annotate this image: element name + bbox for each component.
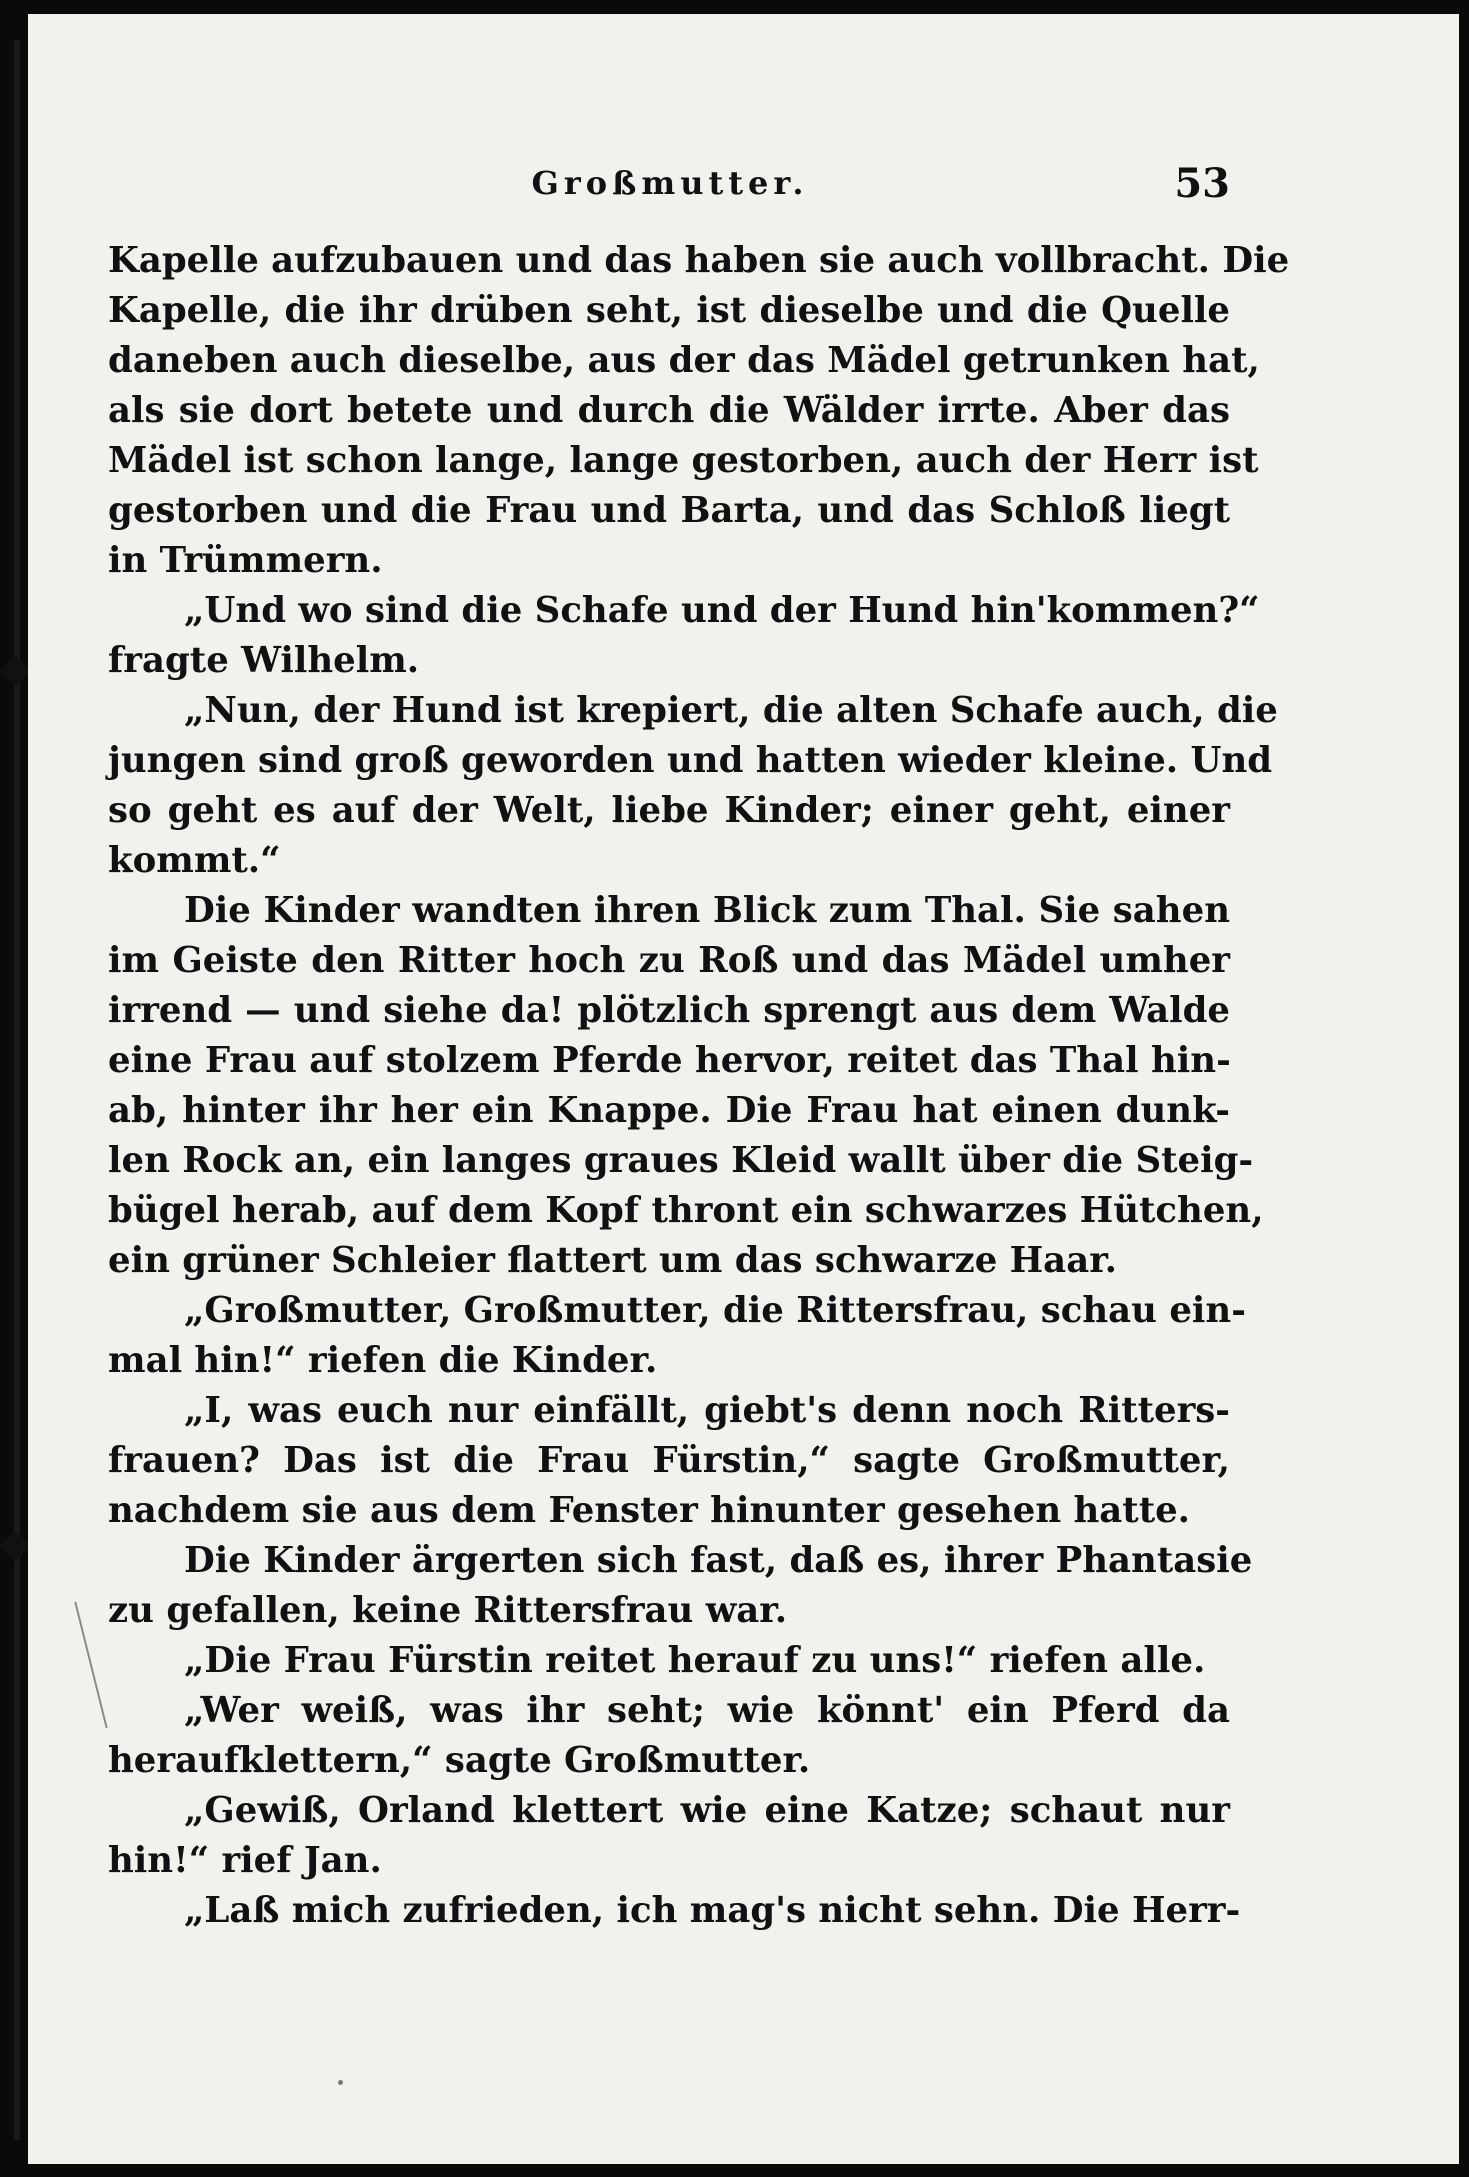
text-line: ab, hinter ihr her ein Knappe. Die Frau hat einen dunk- xyxy=(108,1090,1230,1131)
paragraph xyxy=(108,1536,1253,1636)
text-line: mal hin!“ riefen die Kinder. xyxy=(108,1340,658,1381)
text-line: im Geiste den Ritter hoch zu Roß und das Mädel umher xyxy=(108,940,1230,981)
text-line: „Wer weiß, was ihr seht; wie könnt' ein Pferd da xyxy=(184,1690,1230,1731)
text-line: jungen sind groß geworden und hatten wieder kleine. Und xyxy=(108,740,1273,781)
text-line: Kapelle, die ihr drüben seht, ist dieselbe und die Quelle xyxy=(108,290,1230,331)
text-line: ein grüner Schleier flattert um das schwarze Haar. xyxy=(108,1240,1117,1281)
speck xyxy=(338,2080,343,2085)
text-line: „Die Frau Fürstin reitet herauf zu uns!“ riefen alle. xyxy=(184,1640,1206,1681)
text-line: so geht es auf der Welt, liebe Kinder; einer geht, einer xyxy=(108,790,1230,831)
text-line: „Gewiß, Orland klettert wie eine Katze; schaut nur xyxy=(184,1790,1230,1831)
page-header xyxy=(110,160,1230,210)
text-line: zu gefallen, keine Rittersfrau war. xyxy=(108,1590,788,1631)
text-line: in Trümmern. xyxy=(108,540,383,581)
paragraph xyxy=(108,1686,1230,1786)
paragraph xyxy=(108,686,1278,886)
text-line: kommt.“ xyxy=(108,840,281,881)
paragraph xyxy=(108,886,1264,1286)
text-line: Die Kinder ärgerten sich fast, daß es, ihrer Phantasie xyxy=(184,1540,1253,1581)
text-line: hin!“ rief Jan. xyxy=(108,1840,382,1881)
text-line: „Und wo sind die Schafe und der Hund hin'kommen?“ xyxy=(184,590,1260,631)
text-line: Mädel ist schon lange, lange gestorben, auch der Herr ist xyxy=(108,440,1259,481)
running-head: Großmutter. xyxy=(531,164,809,202)
body-text xyxy=(108,236,1290,1936)
edge-mark xyxy=(0,655,31,686)
text-line: „Nun, der Hund ist krepiert, die alten Schafe auch, die xyxy=(184,690,1278,731)
binding-edge xyxy=(14,40,20,2140)
text-line: daneben auch dieselbe, aus der das Mädel getrunken hat, xyxy=(108,340,1260,381)
text-line: fragte Wilhelm. xyxy=(108,640,420,681)
text-line: eine Frau auf stolzem Pferde hervor, reitet das Thal hin- xyxy=(108,1040,1231,1081)
page-number: 53 xyxy=(1174,160,1230,207)
edge-mark xyxy=(0,1530,31,1561)
paragraph xyxy=(108,1636,1230,1686)
text-line: „Laß mich zufrieden, ich mag's nicht sehn. Die Herr- xyxy=(184,1890,1241,1931)
text-line: „I, was euch nur einfällt, giebt's denn noch Ritters- xyxy=(184,1390,1230,1431)
text-line: als sie dort betete und durch die Wälder irrte. Aber das xyxy=(108,390,1230,431)
text-line: nachdem sie aus dem Fenster hinunter gesehen hatte. xyxy=(108,1490,1191,1531)
paragraph xyxy=(108,586,1260,686)
text-line: frauen? Das ist die Frau Fürstin,“ sagte Großmutter, xyxy=(108,1440,1230,1481)
text-line: len Rock an, ein langes graues Kleid wallt über die Steig- xyxy=(108,1140,1254,1181)
text-line: Kapelle aufzubauen und das haben sie auch vollbracht. Die xyxy=(108,240,1290,281)
text-line: irrend — und siehe da! plötzlich sprengt aus dem Walde xyxy=(108,990,1230,1031)
text-line: „Großmutter, Großmutter, die Rittersfrau, schau ein- xyxy=(184,1290,1246,1331)
text-line: gestorben und die Frau und Barta, und das Schloß liegt xyxy=(108,490,1230,531)
text-line: Die Kinder wandten ihren Blick zum Thal. Sie sahen xyxy=(184,890,1230,931)
paragraph xyxy=(108,1886,1241,1936)
paragraph xyxy=(108,1786,1230,1886)
paragraph xyxy=(108,1286,1246,1386)
paragraph xyxy=(108,1386,1230,1536)
text-line: heraufklettern,“ sagte Großmutter. xyxy=(108,1740,811,1781)
text-line: bügel herab, auf dem Kopf thront ein schwarzes Hütchen, xyxy=(108,1190,1264,1231)
paragraph xyxy=(108,236,1290,586)
